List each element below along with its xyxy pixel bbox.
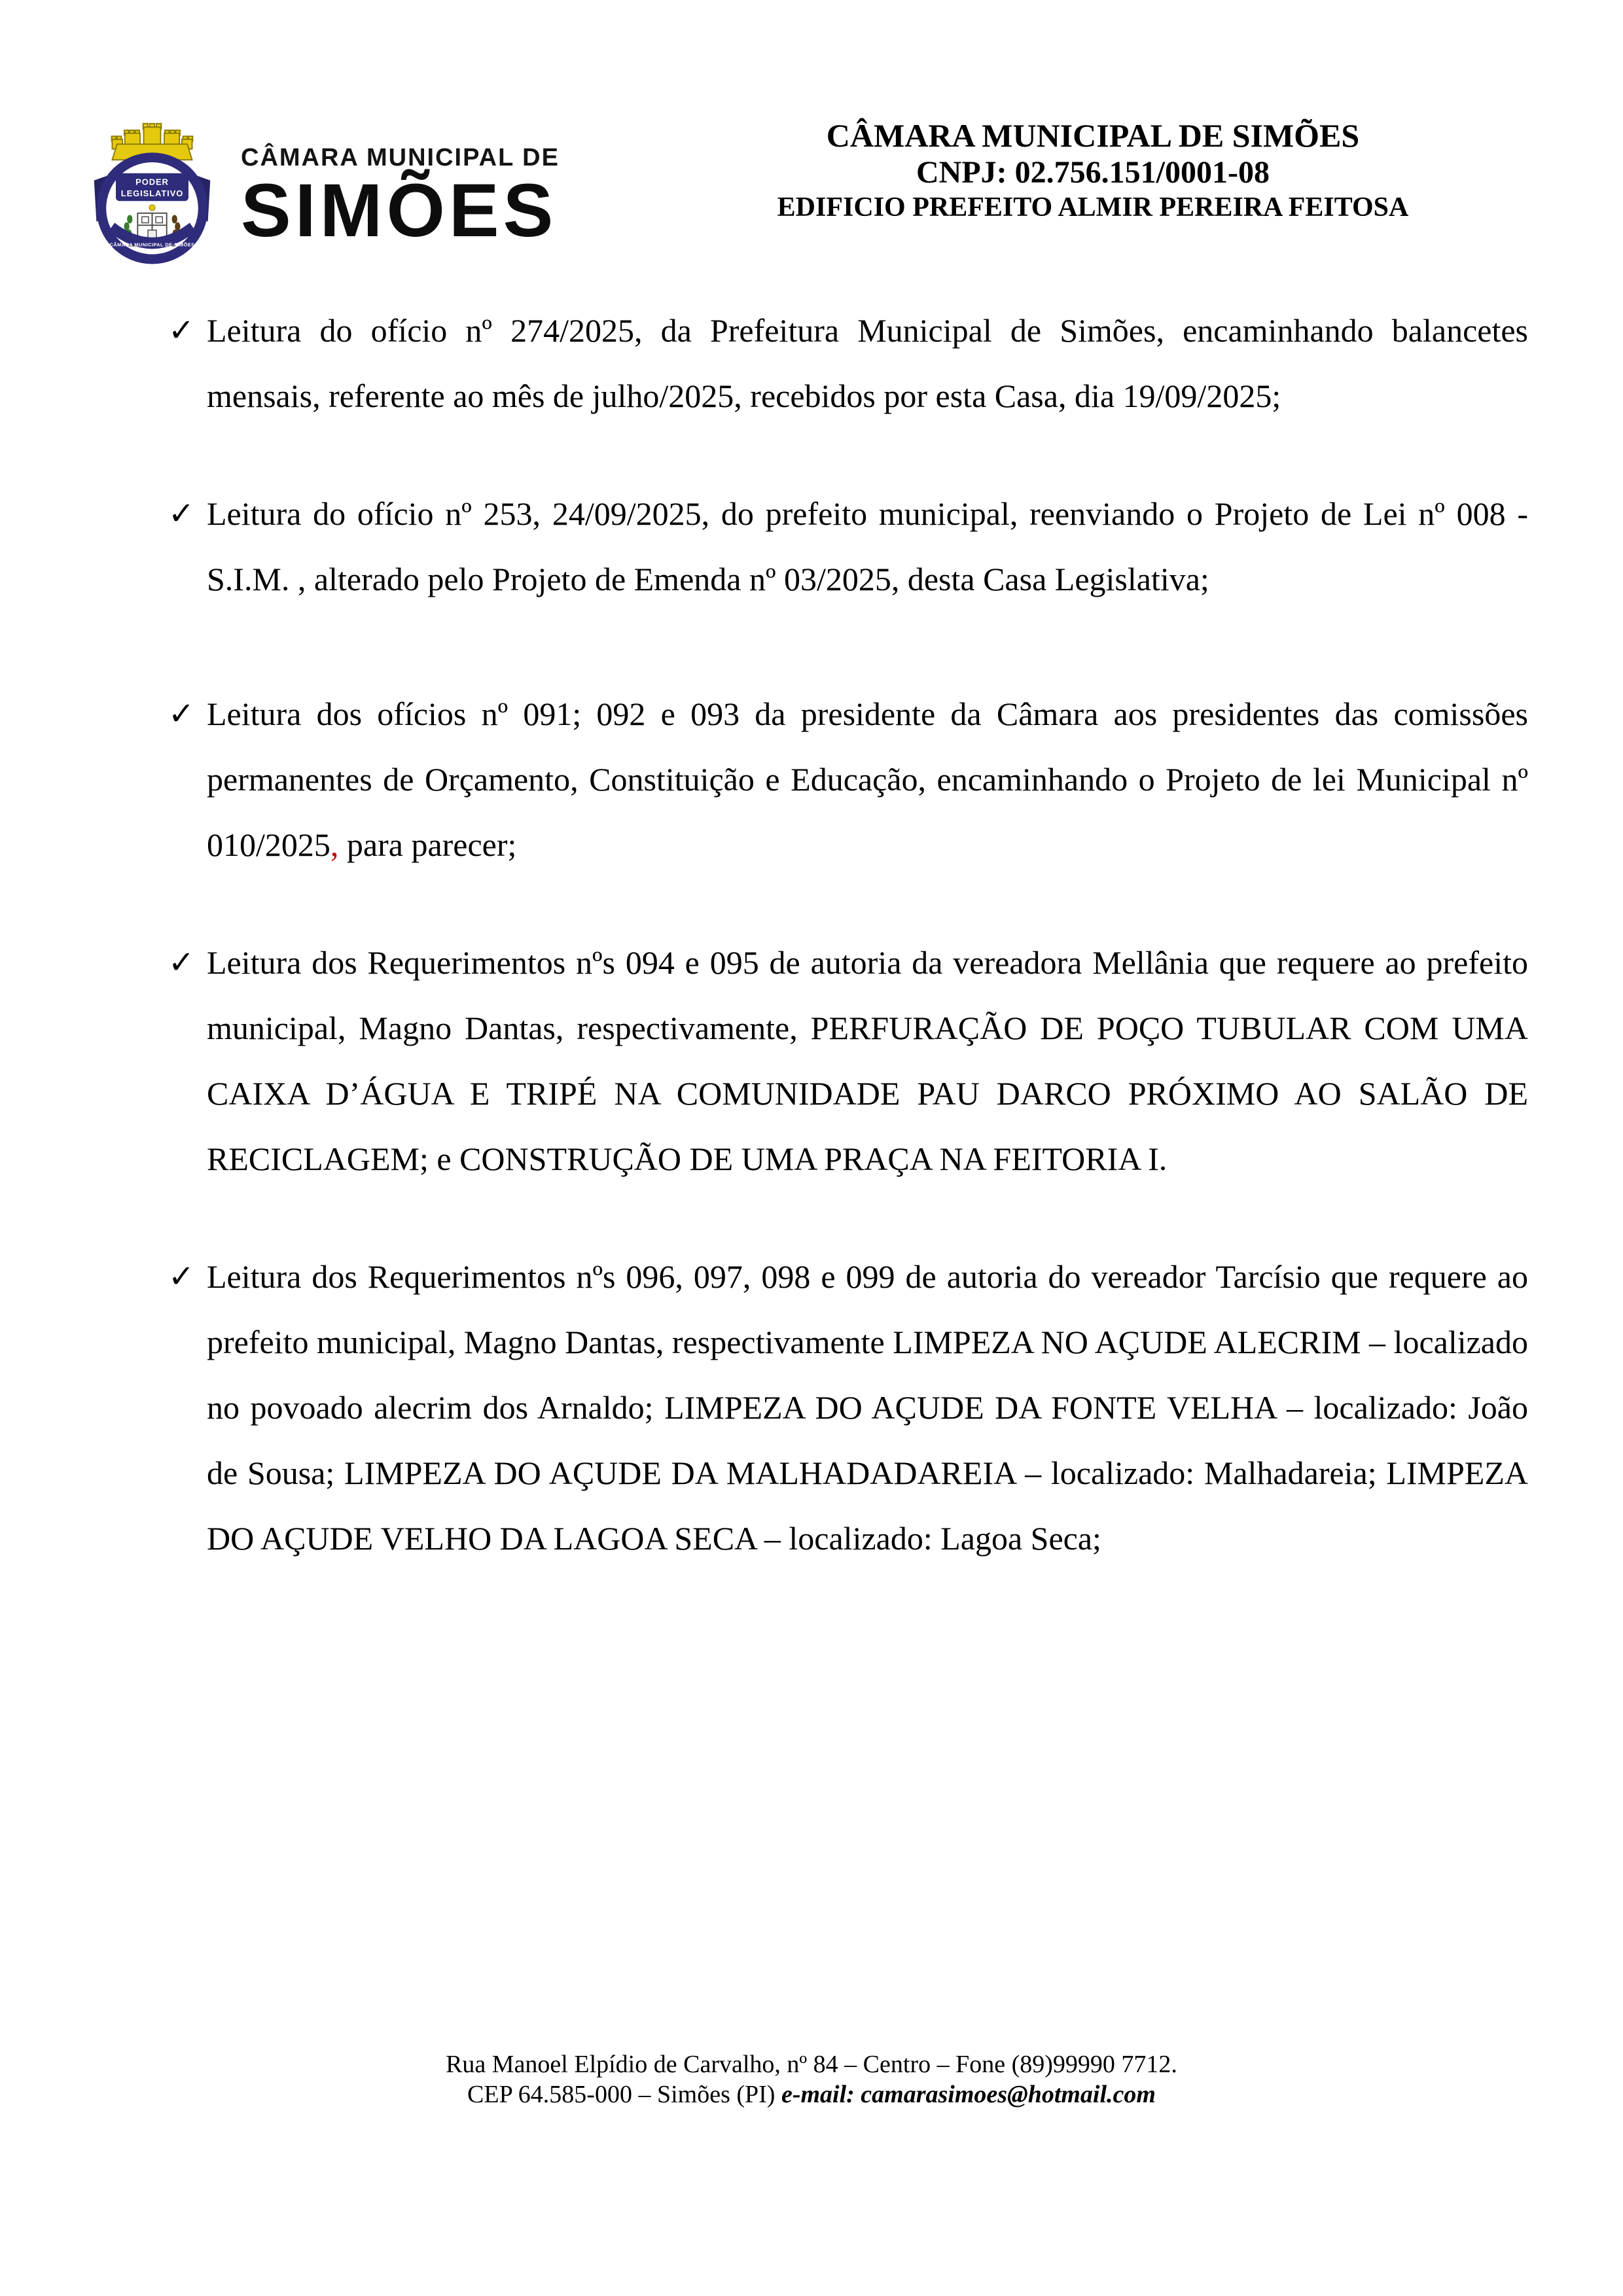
bullet-text: Leitura dos Requerimentos nºs 096, 097, 098 e 099 de autoria do vereador Tarcísio que requere ao prefeito municipal, Magno Dantas, respectivamente LIMPEZA NO AÇUDE ALECRIM – localizado no povoado alecrim dos Arnaldo; LIMPEZA DO AÇUDE DA FONTE VELHA – localizado: João de Sousa; LIMPEZA DO AÇUDE DA MALHADADAREIA – localizado: Malhadareia; LIMPEZA DO AÇUDE VELHO DA LAGOA SECA – localizado: Lagoa Seca; [207, 1258, 1528, 1557]
motto-line2: LEGISLATIVO [120, 188, 184, 198]
bullet-list [168, 298, 1528, 1623]
footer-email: e-mail: camarasimoes@hotmail.com [781, 2081, 1156, 2108]
logo [241, 144, 560, 253]
star-icon [149, 205, 155, 211]
coat-of-arms-icon [92, 120, 213, 270]
ribbon-label: CÂMARA MUNICIPAL DE SIMÕES [109, 241, 195, 248]
bullet-text: para parecer; [338, 826, 517, 863]
logo-big-label: SIMÕES [241, 169, 558, 253]
check-icon: ✓ [168, 944, 195, 981]
logo-small-label: CÂMARA MUNICIPAL DE [241, 144, 560, 171]
org-building: EDIFICIO PREFEITO ALMIR PEREIRA FEITOSA [777, 192, 1409, 222]
motto-line1: PODER [135, 177, 169, 187]
footer-cep-line [0, 2079, 1623, 2110]
footer-cep-text: CEP 64.585-000 – Simões (PI) [467, 2081, 781, 2108]
bullet-text: Leitura dos Requerimentos nºs 094 e 095 de autoria da vereadora Mellânia que requere ao prefeito municipal, Magno Dantas, respectivamente, PERFURAÇÃO DE POÇO TUBULAR COM UMA CAIXA D’ÁGUA E TRIPÉ NA COMUNIDADE PAU DARCO PRÓXIMO AO SALÃO DE RECICLAGEM; e CONSTRUÇÃO DE UMA PRAÇA NA FEITORIA I. [207, 944, 1528, 1177]
bullet-text: Leitura do ofício nº 274/2025, da Prefeitura Municipal de Simões, encaminhando balancetes mensais, referente ao mês de julho/2025, recebidos por esta Casa, dia 19/09/2025; [207, 312, 1528, 414]
org-name: CÂMARA MUNICIPAL DE SIMÕES [826, 117, 1360, 154]
bullet-item-4 [168, 930, 1528, 1192]
check-icon: ✓ [168, 312, 195, 349]
bullet-text: Leitura do ofício nº 253, 24/09/2025, do prefeito municipal, reenviando o Projeto de Lei nº 008 -S.I.M. , alterado pelo Projeto de Emenda nº 03/2025, desta Casa Legislativa; [207, 495, 1528, 597]
org-cnpj: CNPJ: 02.756.151/0001-08 [916, 155, 1270, 190]
org-header-block [746, 116, 1440, 224]
red-comma: , [330, 826, 339, 863]
check-icon: ✓ [168, 696, 195, 732]
bullet-item-3 [168, 681, 1528, 877]
document-footer [0, 2049, 1623, 2110]
footer-address-line: Rua Manoel Elpídio de Carvalho, nº 84 – Centro – Fone (89)99990 7712. [446, 2051, 1177, 2078]
check-icon: ✓ [168, 495, 195, 532]
bullet-item-5 [168, 1244, 1528, 1571]
check-icon: ✓ [168, 1258, 195, 1295]
bullet-item-2 [168, 481, 1528, 612]
bullet-text: Leitura dos ofícios nº 091; 092 e 093 da presidente da Câmara aos presidentes das comissões permanentes de Orçamento, Constituição e Educação, encaminhando o Projeto de lei Municipal nº 010/2025 [207, 696, 1528, 863]
bullet-item-1 [168, 298, 1528, 429]
